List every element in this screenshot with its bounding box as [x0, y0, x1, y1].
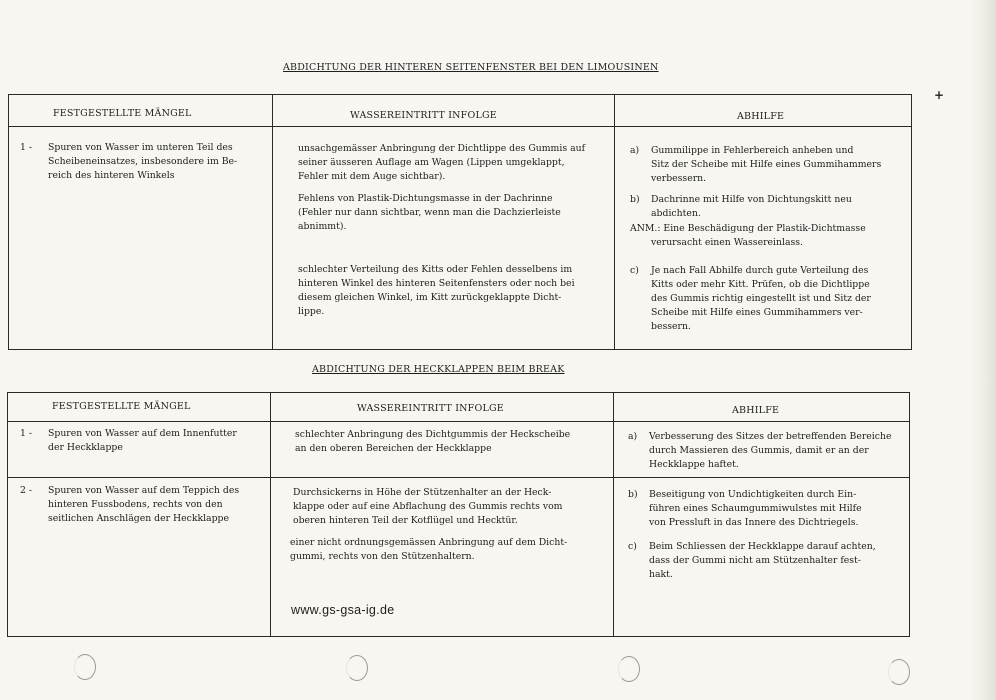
text-line: Je nach Fall Abhilfe durch gute Verteilung des [651, 265, 869, 276]
text-line: reich des hinteren Winkels [48, 170, 175, 181]
punch-hole-icon [618, 656, 640, 682]
text-line: seiner äusseren Auflage am Wagen (Lippen umgeklappt, [298, 157, 565, 168]
text-line: dass der Gummi nicht am Stützenhalter fest- [649, 555, 861, 566]
item-label: b) [630, 194, 640, 205]
cause-a-text [293, 486, 562, 528]
text-line: von Pressluft in das Innere des Dichtriegels. [649, 517, 859, 528]
section1-title: ABDICHTUNG DER HINTEREN SEITENFENSTER BEI DEN LIMOUSINEN [283, 62, 659, 73]
header-divider [8, 421, 909, 422]
text-line: Verbesserung des Sitzes der betreffenden Bereiche [649, 431, 892, 442]
text-line: des Gummis richtig eingestellt ist und Sitz der [651, 293, 871, 304]
header-defects: FESTGESTELLTE MÄNGEL [52, 401, 191, 412]
text-line: Spuren von Wasser auf dem Teppich des [48, 485, 240, 496]
punch-hole-icon [346, 655, 368, 681]
text-line: abdichten. [651, 208, 701, 219]
item-label: c) [628, 541, 637, 552]
defect-text [48, 141, 237, 183]
text-line: ANM.: Eine Beschädigung der Plastik-Dichtmasse [630, 223, 866, 234]
text-line: Spuren von Wasser auf dem Innenfutter [48, 428, 237, 439]
row-number: 1 - [20, 142, 33, 153]
item-label: b) [628, 489, 638, 500]
text-line: schlechter Verteilung des Kitts oder Fehlen desselbens im [298, 264, 573, 275]
margin-mark: + [934, 88, 945, 102]
text-line: Dachrinne mit Hilfe von Dichtungskitt neu [651, 194, 852, 205]
row-number: 1 - [20, 428, 33, 439]
text-line: seitlichen Anschlägen der Heckklappe [48, 513, 230, 524]
cause-text [295, 428, 570, 456]
header-defects: FESTGESTELLTE MÄNGEL [53, 108, 192, 119]
cause-c-text [298, 263, 575, 319]
text-line: der Heckklappe [48, 442, 123, 453]
text-line: Beim Schliessen der Heckklappe darauf achten, [649, 541, 876, 552]
item-label: a) [628, 431, 638, 442]
text-line: verbessern. [651, 173, 707, 184]
column-divider [272, 95, 273, 349]
text-line: hinteren Winkel des hinteren Seitenfensters oder noch bei [298, 278, 575, 289]
text-line: Kitts oder mehr Kitt. Prüfen, ob die Dichtlippe [651, 279, 870, 290]
header-divider [9, 126, 911, 127]
text-line: schlechter Anbringung des Dichtgummis der Heckscheibe [295, 429, 571, 440]
page-edge [970, 0, 996, 700]
item-label: a) [630, 145, 640, 156]
cause-b-text [290, 536, 567, 564]
header-remedy: ABHILFE [732, 405, 780, 416]
text-line: Beseitigung von Undichtigkeiten durch Ein- [649, 489, 857, 500]
text-line: einer nicht ordnungsgemässen Anbringung auf dem Dicht- [290, 537, 568, 548]
text-line: klappe oder auf eine Abflachung des Gummis rechts vom [293, 501, 563, 512]
text-line: Scheibe mit Hilfe eines Gummihammers ver- [651, 307, 863, 318]
text-line: Fehler mit dem Auge sichtbar). [298, 171, 446, 182]
text-line: durch Massieren des Gummis, damit er an der [649, 445, 869, 456]
cause-a-text [298, 142, 585, 184]
cause-b-text [298, 192, 561, 234]
text-line: Heckklappe haftet. [649, 459, 739, 470]
defect-text [48, 427, 237, 455]
header-cause: WASSEREINTRITT INFOLGE [350, 110, 497, 121]
text-line: bessern. [651, 321, 691, 332]
item-label: c) [630, 265, 639, 276]
column-divider [614, 95, 615, 349]
text-line: abnimmt). [298, 221, 347, 232]
defect-text [48, 484, 239, 526]
text-line: Durchsickerns in Höhe der Stützenhalter an der Heck- [293, 487, 552, 498]
text-line: Scheibeneinsatzes, insbesondere im Be- [48, 156, 238, 167]
text-line: Gummilippe in Fehlerbereich anheben und [651, 145, 854, 156]
punch-hole-icon [888, 659, 910, 685]
text-line: oberen hinteren Teil der Kotflügel und Hecktür. [293, 515, 518, 526]
remedy-note [630, 222, 866, 250]
text-line: hakt. [649, 569, 673, 580]
column-divider [270, 393, 271, 636]
text-line: hinteren Fussbodens, rechts von den [48, 499, 223, 510]
text-line: (Fehler nur dann sichtbar, wenn man die Dachzierleiste [298, 207, 561, 218]
row-divider [8, 477, 909, 478]
text-line: Spuren von Wasser im unteren Teil des [48, 142, 233, 153]
text-line: diesem gleichen Winkel, im Kitt zurückgeklappte Dicht- [298, 292, 562, 303]
text-line: an den oberen Bereichen der Heckklappe [295, 443, 492, 454]
text-line: verursacht einen Wassereinlass. [651, 237, 803, 248]
row-number: 2 - [20, 485, 33, 496]
text-line: gummi, rechts von den Stützenhaltern. [290, 551, 475, 562]
punch-hole-icon [74, 654, 96, 680]
watermark-url: www.gs-gsa-ig.de [291, 603, 395, 617]
text-line: Sitz der Scheibe mit Hilfe eines Gummihammers [651, 159, 882, 170]
text-line: Fehlens von Plastik-Dichtungsmasse in der Dachrinne [298, 193, 553, 204]
text-line: unsachgemässer Anbringung der Dichtlippe des Gummis auf [298, 143, 586, 154]
text-line: führen eines Schaumgummiwulstes mit Hilfe [649, 503, 862, 514]
header-cause: WASSEREINTRITT INFOLGE [357, 403, 504, 414]
section2-title: ABDICHTUNG DER HECKKLAPPEN BEIM BREAK [312, 364, 565, 375]
header-remedy: ABHILFE [737, 111, 785, 122]
text-line: lippe. [298, 306, 325, 317]
column-divider [613, 393, 614, 636]
